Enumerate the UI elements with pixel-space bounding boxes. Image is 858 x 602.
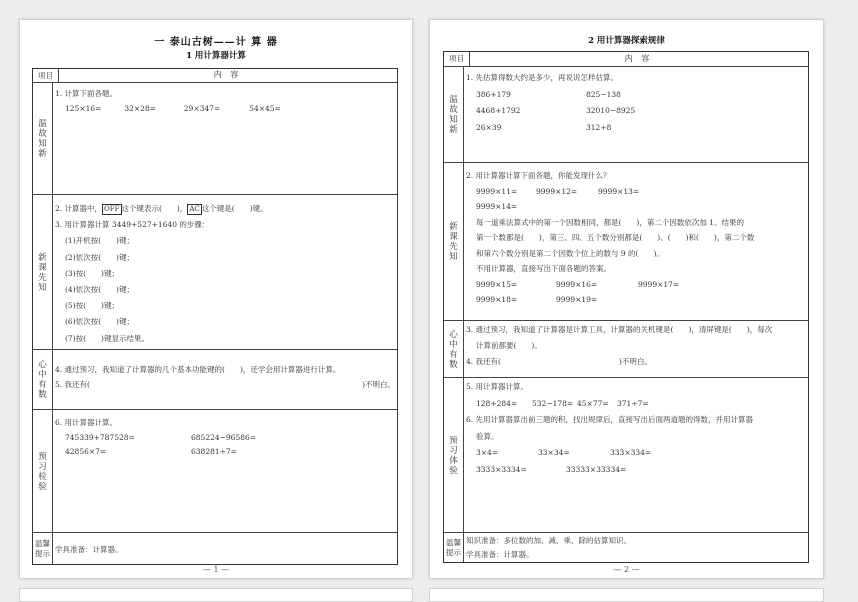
problem: 45×77= xyxy=(577,398,609,408)
problem: 9999×13= xyxy=(598,186,640,196)
problem: 42856×7= xyxy=(65,447,107,457)
section-title: 1 用计算器计算 xyxy=(186,51,246,61)
question: 4. 我还有( )不明白。 xyxy=(466,357,652,366)
problem: 9999×16= xyxy=(556,279,598,289)
problem: 3333×3334= xyxy=(476,464,527,474)
row-label: 温故知新 xyxy=(444,67,464,163)
question: 1. 先估算得数大约是多少，再说说怎样估算。 xyxy=(466,73,619,82)
page-1 xyxy=(19,19,413,579)
next-page-edge xyxy=(19,588,413,602)
problem: 9999×15= xyxy=(476,279,518,289)
step: (2)依次按( )键； xyxy=(65,252,134,262)
section-title: 2 用计算器探索规律 xyxy=(588,36,665,46)
row-newlesson xyxy=(444,162,808,321)
table-header xyxy=(444,52,808,66)
problem: 9999×14= xyxy=(476,202,518,211)
row-review xyxy=(444,66,808,163)
problem: 9999×12= xyxy=(536,186,578,196)
row-content xyxy=(55,416,395,460)
problem: 32010−8925 xyxy=(586,106,636,115)
row-tips xyxy=(33,532,397,564)
question: 计算前都要( )。 xyxy=(476,341,542,350)
row-label: 预习检验 xyxy=(33,410,53,533)
row-content xyxy=(466,70,806,136)
row-content xyxy=(55,363,395,392)
problem: 825−138 xyxy=(586,89,621,99)
row-preview xyxy=(33,409,397,533)
problem: 9999×11= xyxy=(476,186,518,196)
step: (6)依次按( )键； xyxy=(65,317,134,327)
question: 3. 用计算器计算 3449+527+1640 的步骤： xyxy=(55,220,210,230)
ac-key: AC xyxy=(189,205,200,213)
row-label: 新课先知 xyxy=(33,195,53,350)
row-newlesson xyxy=(33,194,397,350)
problem: 125×16= xyxy=(65,103,102,113)
step: (4)依次按( )键； xyxy=(65,285,134,295)
step: (7)按( )键显示结果。 xyxy=(65,333,149,343)
row-label: 新课先知 xyxy=(444,163,464,321)
header-content: 内 容 xyxy=(624,54,653,63)
problem: 312÷8 xyxy=(586,122,612,132)
next-page-edge xyxy=(429,588,824,602)
problem: 371÷7= xyxy=(617,398,649,408)
problem: 9999×18= xyxy=(476,295,518,304)
tip-line: 学具准备：计算器。 xyxy=(466,550,534,559)
problem: 54×45= xyxy=(249,103,281,113)
row-label: 温故知新 xyxy=(33,83,53,195)
problem: 745339+787528= xyxy=(65,432,135,442)
row-label: 心中有数 xyxy=(33,350,53,410)
question: 验算。 xyxy=(476,431,499,441)
problem: 333×334= xyxy=(610,448,652,457)
row-content xyxy=(55,87,395,116)
problem: 3×4= xyxy=(476,448,499,457)
header-content: 内 容 xyxy=(213,70,242,79)
row-review xyxy=(33,82,397,195)
step: (5)按( )键； xyxy=(65,301,119,311)
page-number: — 1 — xyxy=(202,565,230,574)
problem: 638281÷7= xyxy=(191,447,237,457)
problem: 32×28= xyxy=(124,103,157,113)
worksheet-table xyxy=(32,68,398,565)
question: 5. 我还有( )不明白。 xyxy=(55,379,395,389)
row-content: 学具准备：计算器。 xyxy=(55,545,123,554)
problem: 4468+1792 xyxy=(476,106,521,115)
row-label: 温馨提示 xyxy=(444,533,464,562)
problem: 26×39 xyxy=(476,122,502,132)
paragraph: 第一个数都是( )，第三、四、五个数分别都是( )、( )和( )，第二个数 xyxy=(476,233,755,242)
question: 3. 通过预习，我知道了计算器是计算工具，计算器的关机键是( )，清屏键是( )，每次 xyxy=(466,325,773,334)
problem: 128+284= xyxy=(476,398,518,408)
question: 6. 先用计算器算出前三题的积，找出规律后，直接写出后面两道题的得数，并用计算器 xyxy=(466,415,754,424)
row-label: 心中有数 xyxy=(444,321,464,378)
page-2 xyxy=(429,19,824,579)
paragraph: 不用计算器，直接写出下面各题的答案。 xyxy=(476,264,611,273)
row-experience xyxy=(444,377,808,533)
row-content xyxy=(55,201,395,347)
question: 6. 用计算器计算。 xyxy=(55,418,118,427)
row-content xyxy=(466,168,806,308)
step: (3)按( )键； xyxy=(65,268,119,278)
question: 4. 通过预习，我知道了计算器的几个基本功能键的( )，还学会用计算器进行计算。 xyxy=(55,365,341,374)
paragraph: 每一道乘法算式中的第一个因数相同，都是( )，第二个因数依次加 1。结果的 xyxy=(476,217,745,227)
row-content xyxy=(466,534,806,562)
tip-line: 知识准备：多位数的加、减、乘、除的估算知识。 xyxy=(466,536,631,545)
row-tips xyxy=(444,532,808,562)
header-item: 项目 xyxy=(444,52,470,66)
table-header xyxy=(33,69,397,82)
problem: 386+179 xyxy=(476,89,511,99)
row-mind xyxy=(444,320,808,378)
row-mind xyxy=(33,349,397,410)
question: 2. 计算器中， OFF 这个键表示( )， AC 这个键是( )键。 xyxy=(55,204,268,213)
problem: 685224−96586= xyxy=(191,432,257,442)
paragraph: 和第六个数分别是第二个因数个位上的数与 9 的( )。 xyxy=(476,248,664,258)
question: 2. 用计算器计算下面各题，你能发现什么？ xyxy=(466,171,611,180)
problem: 9999×17= xyxy=(638,279,680,289)
page-number: — 2 — xyxy=(613,565,640,574)
worksheet-table xyxy=(443,51,809,563)
problem: 9999×19= xyxy=(556,295,598,304)
question: 5. 用计算器计算。 xyxy=(466,382,529,391)
row-label: 预习体验 xyxy=(444,378,464,533)
problem: 33×34= xyxy=(538,448,570,457)
problem: 532−178= xyxy=(532,398,574,408)
step: (1)开机按( )键； xyxy=(65,236,134,246)
header-item: 项目 xyxy=(33,69,59,82)
problem: 33333×33334= xyxy=(566,464,627,474)
chapter-title: 一 泰山古树——计 算 器 xyxy=(154,37,278,48)
row-label: 温馨提示 xyxy=(33,533,53,564)
question: 1. 计算下面各题。 xyxy=(55,89,118,98)
row-content xyxy=(466,379,806,478)
problem: 29×347= xyxy=(183,103,221,113)
row-content xyxy=(466,322,806,370)
off-key: OFF xyxy=(104,205,120,213)
